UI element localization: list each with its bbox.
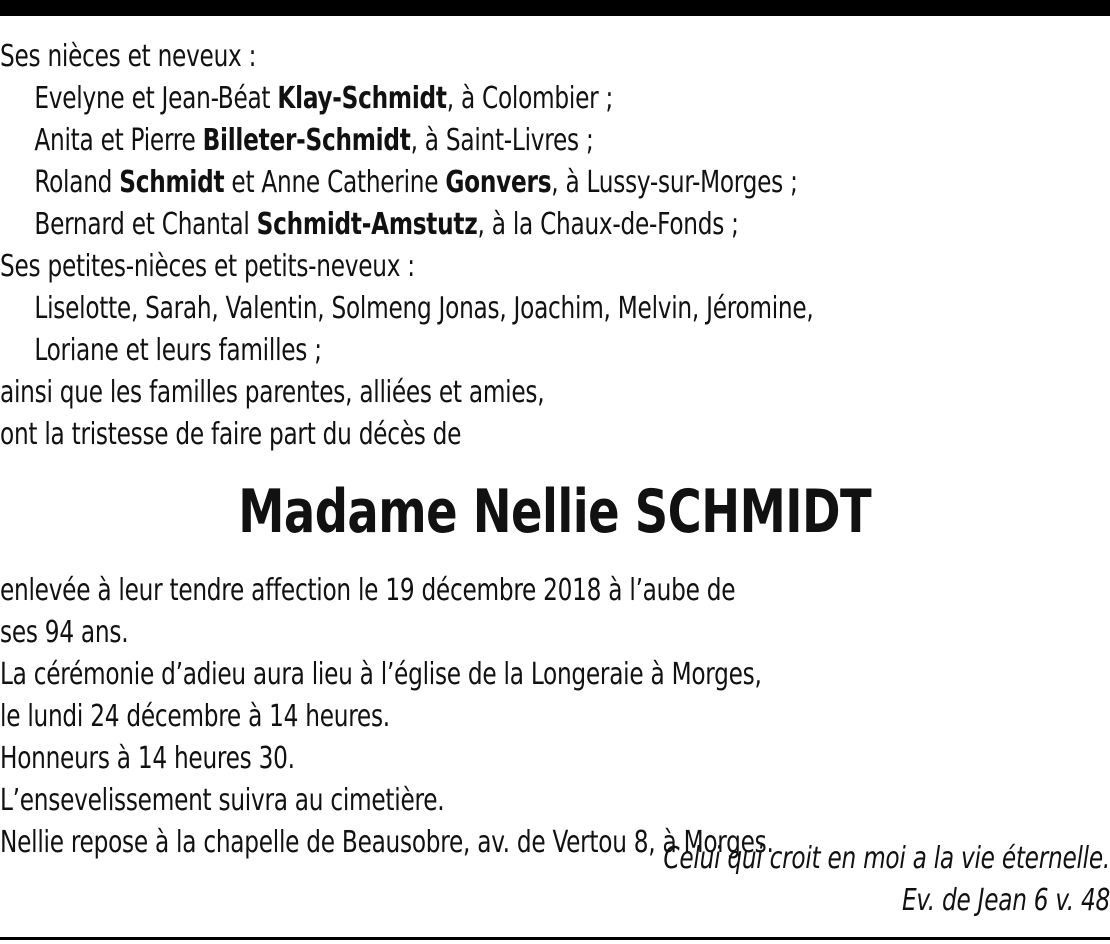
detail-line: Nellie repose à la chapelle de Beausobre, av. de Vertou 8, à Morges.	[0, 825, 774, 860]
detail-line: L’ensevelissement suivra au cimetière.	[0, 783, 445, 818]
top-rule	[0, 0, 1110, 16]
family-surname: Schmidt-Amstutz	[256, 207, 478, 242]
entry-suffix: , à Saint-Livres ;	[410, 123, 594, 158]
family-entry	[0, 78, 955, 120]
family-entry	[0, 120, 955, 162]
grand-nieces-line: Liselotte, Sarah, Valentin, Solmeng Jonas, Joachim, Melvin, Jéromine,	[34, 291, 814, 326]
verse-reference: Ev. de Jean 6 v. 48	[902, 883, 1110, 918]
death-notice	[0, 36, 955, 864]
entry-prefix: Bernard et Chantal	[34, 207, 257, 242]
detail-line: La cérémonie d’adieu aura lieu à l’église de la Longeraie à Morges,	[0, 657, 762, 692]
verse-text: Celui qui croit en moi a la vie éternelle.	[663, 841, 1110, 876]
closing-line: ont la tristesse de faire part du décès de	[0, 417, 462, 452]
deceased-name: Madame Nellie SCHMIDT	[238, 477, 872, 547]
grand-nieces-heading: Ses petites-nièces et petits-neveux :	[0, 249, 415, 284]
entry-prefix: Roland	[34, 165, 120, 200]
family-entry	[0, 162, 955, 204]
grand-nieces-line: Loriane et leurs familles ;	[34, 333, 322, 368]
nieces-heading: Ses nièces et neveux :	[0, 39, 257, 74]
bible-verse	[155, 838, 1110, 922]
entry-middle: et Anne Catherine	[224, 165, 446, 200]
entry-suffix: , à Colombier ;	[446, 81, 614, 116]
family-surname: Klay-Schmidt	[277, 81, 447, 116]
detail-line: ses 94 ans.	[0, 615, 129, 650]
entry-prefix: Anita et Pierre	[34, 123, 203, 158]
detail-line: le lundi 24 décembre à 14 heures.	[0, 699, 390, 734]
entry-suffix: , à Lussy-sur-Morges ;	[551, 165, 798, 200]
bottom-rule	[0, 937, 1110, 940]
family-entry	[0, 204, 955, 246]
entry-suffix: , à la Chaux-de-Fonds ;	[477, 207, 739, 242]
family-surname: Schmidt	[119, 165, 225, 200]
closing-line: ainsi que les familles parentes, alliées et amies,	[0, 375, 545, 410]
detail-line: enlevée à leur tendre affection le 19 décembre 2018 à l’aube de	[0, 573, 736, 608]
detail-line: Honneurs à 14 heures 30.	[0, 741, 295, 776]
family-surname: Billeter-Schmidt	[202, 123, 411, 158]
family-surname-second: Gonvers	[445, 165, 552, 200]
entry-prefix: Evelyne et Jean-Béat	[34, 81, 278, 116]
